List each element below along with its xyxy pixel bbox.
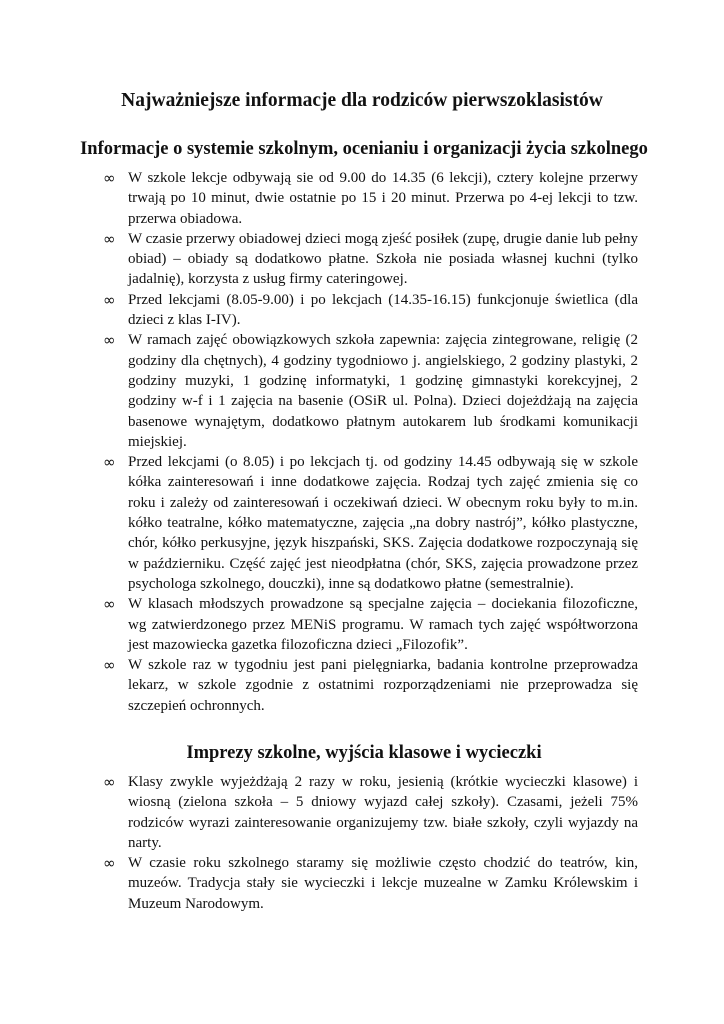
- list-item: [104, 290, 638, 331]
- section-heading-events: Imprezy szkolne, wyjścia klasowe i wycieczki: [186, 743, 542, 763]
- document-title: Najważniejsze informacje dla rodziców pierwszoklasistów: [121, 90, 603, 111]
- infinity-bullet-icon: ∞: [103, 595, 116, 614]
- infinity-bullet-icon: ∞: [103, 453, 116, 472]
- infinity-bullet-icon: ∞: [103, 169, 116, 187]
- list-item-text: W klasach młodszych prowadzone są specjalne zajęcia – dociekania filozoficzne, wg zatwierdzonego przez MENiS programu. W ramach tych zajęć współtworzona jest mazowiecka gazetka filozoficzna dzieci „Filozofik”.: [128, 596, 638, 653]
- list-item-text: Klasy zwykle wyjeżdżają 2 razy w roku, jesienią (krótkie wycieczki klasowe) i wiosną (zielona szkoła – 5 dniowy wyjazd całej szkoły). Czasami, jeżeli 75% rodziców wyrazi zainteresowanie organizujemy tzw. białe szkoły, czyli wyjazdy na narty.: [128, 774, 638, 851]
- list-item-text: W ramach zajęć obowiązkowych szkoła zapewnia: zajęcia zintegrowane, religię (2 godziny dla chętnych), 4 godziny tygodniowo j. angielskiego, 2 godziny plastyki, 2 godziny muzyki, 1 godzinę informatyki, 1 godzinę gimnastyki korekcyjnej, 2 godziny w-f i 1 zajęcia na basenie (OSiR ul. Polna). Dzieci dojeżdżają na zajęcia basenowe wynajętym, dodatkowo płatnym autokarem lub środkami komunikacji miejskiej.: [128, 332, 638, 450]
- list-item-text: Przed lekcjami (o 8.05) i po lekcjach tj. od godziny 14.45 odbywają się w szkole kółka zainteresowań i inne dodatkowe zajęcia. Rodzaj tych zajęć zmienia się co roku i zależy od zainteresowań i oczekiwań dzieci. W obecnym roku były to m.in. kółko teatralne, kółko matematyczne, zajęcia „na dobry nastrój”, kółko plastyczne, chór, kółko perkusyjne, język hiszpański, SKS. Zajęcia dodatkowe rozpoczynają się w październiku. Część zajęć jest nieodpłatna (chór, SKS, zajęcia prowadzone przez psychologa szkolnego, douczki), inne są dodatkowo płatne (semestralnie).: [128, 454, 638, 592]
- infinity-bullet-icon: ∞: [103, 331, 116, 350]
- section-heading-school-info: Informacje o systemie szkolnym, ocenianiu i organizacji życia szkolnego: [80, 139, 648, 159]
- list-item-text: W szkole raz w tygodniu jest pani pielęgniarka, badania kontrolne przeprowadza lekarz, w szkole zgodnie z ostatnimi rozporządzeniami nie przeprowadza się szczepień ochronnych.: [128, 657, 638, 714]
- infinity-bullet-icon: ∞: [103, 290, 116, 309]
- infinity-bullet-icon: ∞: [103, 656, 116, 675]
- list-item: [104, 229, 638, 290]
- list-item-text: Przed lekcjami (8.05-9.00) i po lekcjach (14.35-16.15) funkcjonuje świetlica (dla dzieci z klas I-IV).: [128, 291, 638, 329]
- list-item: [104, 330, 638, 452]
- list-item: [104, 655, 638, 716]
- list-item: [104, 853, 638, 914]
- events-list: [104, 772, 638, 914]
- infinity-bullet-icon: ∞: [103, 854, 116, 873]
- list-item: [104, 772, 638, 853]
- list-item: [104, 594, 638, 655]
- list-item-text: W czasie przerwy obiadowej dzieci mogą zjeść posiłek (zupę, drugie danie lub pełny obiad) – obiady są dodatkowo płatne. Szkoła nie posiada własnej kuchni (tylko jadalnię), korzysta z usług firmy cateringowej.: [128, 230, 638, 288]
- list-item: [104, 452, 638, 594]
- list-item-text: W czasie roku szkolnego staramy się możliwie często chodzić do teatrów, kin, muzeów. Tradycja stały sie wycieczki i lekcje muzealne w Zamku Królewskim i Muzeum Narodowym.: [128, 855, 638, 912]
- list-item: [104, 168, 638, 229]
- list-item-text: W szkole lekcje odbywają sie od 9.00 do 14.35 (6 lekcji), cztery kolejne przerwy trwają po 10 minut, dwie ostatnie po 15 i 20 minut. Przerwa po 4-ej lekcji to tzw. przerwa obiadowa.: [128, 170, 638, 227]
- infinity-bullet-icon: ∞: [103, 773, 116, 791]
- school-info-list: [104, 168, 638, 716]
- infinity-bullet-icon: ∞: [103, 229, 116, 248]
